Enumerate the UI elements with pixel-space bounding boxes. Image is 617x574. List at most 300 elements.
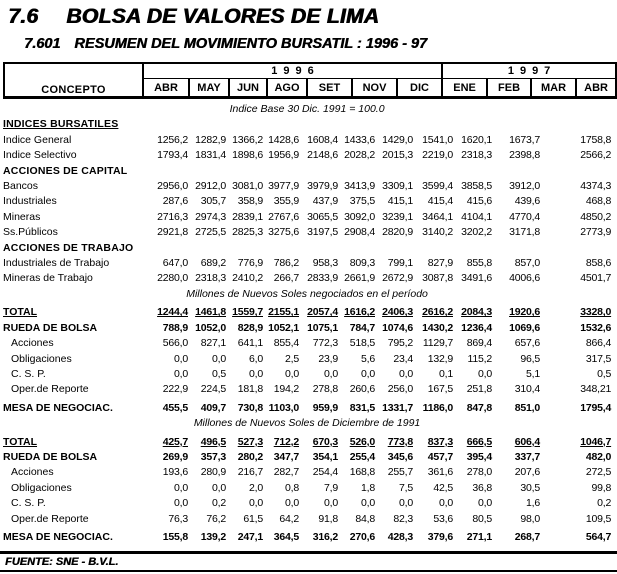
cell-value: 256,0 — [387, 383, 413, 396]
cell-value: 3977,9 — [268, 180, 299, 193]
cell-value: 1429,0 — [382, 133, 413, 146]
cell-value: 455,5 — [162, 401, 188, 414]
cell-value: 1186,0 — [422, 401, 453, 414]
cell-value: 317,5 — [585, 352, 612, 365]
cell-value: 1758,8 — [580, 133, 612, 146]
cell-value: 0,2 — [597, 497, 612, 510]
cell-value: 347,7 — [273, 450, 299, 463]
cell-value: 272,5 — [585, 466, 612, 479]
cell-value: 1541,0 — [422, 133, 453, 146]
month-column-header: SET — [307, 79, 352, 98]
cell-value: 772,3 — [312, 337, 338, 350]
row-label: Mineras — [3, 210, 41, 223]
cell-value: 1256,2 — [157, 133, 188, 146]
cell-value: 795,2 — [387, 337, 413, 350]
cell-value: 2015,3 — [382, 149, 413, 162]
cell-value: 2084,3 — [461, 306, 492, 319]
cell-value: 316,2 — [312, 530, 338, 543]
cell-value: 1074,6 — [382, 321, 413, 334]
cell-value: 415,1 — [387, 195, 413, 208]
year-group-header: 1997 — [442, 63, 616, 79]
month-column-header: JUN — [229, 79, 267, 98]
footer-rule-thin — [0, 570, 617, 572]
cell-value: 1831,4 — [195, 149, 226, 162]
cell-value: 1244,4 — [157, 306, 188, 319]
cell-value: 6,0 — [249, 352, 263, 365]
cell-value: 280,2 — [237, 450, 263, 463]
cell-value: 2318,3 — [195, 272, 226, 285]
table-row — [3, 210, 611, 225]
cell-value: 3081,0 — [232, 180, 263, 193]
cell-value: 2716,3 — [157, 210, 188, 223]
cell-value: 0,0 — [285, 367, 299, 380]
data-table-body — [3, 102, 611, 545]
cell-value: 194,2 — [273, 383, 299, 396]
cell-value: 409,7 — [200, 401, 226, 414]
row-label: Oper.de Reporte — [11, 512, 89, 525]
table-header — [3, 62, 617, 99]
cell-value: 96,5 — [520, 352, 540, 365]
cell-value: 0,0 — [285, 497, 299, 510]
cell-value: 2661,9 — [344, 272, 375, 285]
cell-value: 2672,9 — [382, 272, 413, 285]
cell-value: 527,3 — [237, 435, 263, 448]
cell-value: 1,6 — [526, 497, 540, 510]
table-row — [3, 133, 611, 148]
row-label: Obligaciones — [11, 352, 72, 365]
table-row — [3, 336, 611, 351]
cell-value: 0,0 — [212, 352, 226, 365]
cell-value: 247,1 — [237, 530, 263, 543]
cell-value: 337,7 — [514, 450, 540, 463]
cell-value: 2820,9 — [382, 226, 413, 239]
cell-value: 809,3 — [349, 257, 375, 270]
cell-value: 0,0 — [324, 367, 338, 380]
cell-value: 0,5 — [212, 367, 226, 380]
section-label: INDICES BURSATILES — [3, 118, 119, 131]
cell-value: 2,0 — [249, 481, 263, 494]
cell-value: 858,6 — [585, 257, 612, 270]
cell-value: 1433,6 — [344, 133, 375, 146]
cell-value: 357,3 — [200, 450, 226, 463]
cell-value: 5,6 — [361, 352, 375, 365]
cell-value: 2833,9 — [307, 272, 338, 285]
cell-value: 345,6 — [387, 450, 413, 463]
table-row — [3, 241, 611, 256]
cell-value: 1069,6 — [509, 321, 540, 334]
row-label: Mineras de Trabajo — [3, 272, 93, 285]
cell-value: 0,0 — [212, 481, 226, 494]
cell-value: 564,7 — [585, 530, 612, 543]
cell-value: 657,6 — [514, 337, 540, 350]
cell-value: 1129,7 — [422, 337, 453, 350]
cell-value: 1608,4 — [307, 133, 338, 146]
row-label: C. S. P. — [11, 497, 46, 510]
cell-value: 869,4 — [466, 337, 492, 350]
row-label: Industriales de Trabajo — [3, 257, 110, 270]
cell-value: 7,9 — [324, 481, 338, 494]
cell-value: 1103,0 — [268, 401, 299, 414]
cell-value: 1428,6 — [268, 133, 299, 146]
cell-value: 1795,4 — [580, 401, 612, 414]
cell-value: 0,0 — [249, 367, 263, 380]
cell-value: 364,5 — [273, 530, 299, 543]
cell-value: 526,0 — [349, 435, 375, 448]
table-row — [3, 450, 611, 465]
cell-value: 115,2 — [467, 352, 492, 365]
cell-value: 0,5 — [597, 367, 612, 380]
section-label: ACCIONES DE TRABAJO — [3, 241, 134, 254]
cell-value: 30,5 — [520, 481, 540, 494]
table-row — [3, 416, 611, 431]
cell-value: 647,0 — [162, 257, 188, 270]
cell-value: 355,9 — [273, 195, 299, 208]
subtitle-number: 7.601 — [24, 36, 61, 52]
cell-value: 606,4 — [514, 435, 540, 448]
cell-value: 1793,4 — [157, 149, 188, 162]
table-row — [3, 382, 611, 397]
cell-value: 3599,4 — [422, 180, 453, 193]
cell-value: 260,6 — [349, 383, 375, 396]
cell-value: 641,1 — [237, 337, 263, 350]
cell-value: 361,6 — [427, 466, 453, 479]
table-row — [3, 512, 611, 527]
cell-value: 827,1 — [200, 337, 226, 350]
month-column-header: DIC — [397, 79, 442, 98]
cell-value: 0,0 — [174, 497, 188, 510]
cell-value: 269,9 — [162, 450, 188, 463]
cell-value: 468,8 — [585, 195, 612, 208]
row-label: Oper.de Reporte — [11, 383, 89, 396]
table-row — [3, 302, 611, 320]
table-row — [3, 527, 611, 545]
month-column-header: ABR — [143, 79, 189, 98]
cell-value: 266,7 — [273, 272, 299, 285]
cell-value: 773,8 — [387, 435, 413, 448]
cell-value: 282,7 — [273, 466, 299, 479]
concept-column-header: CONCEPTO — [4, 63, 143, 98]
cell-value: 2028,2 — [344, 149, 375, 162]
cell-value: 0,0 — [399, 497, 413, 510]
cell-value: 255,7 — [387, 466, 413, 479]
cell-value: 2406,3 — [382, 306, 413, 319]
table-row — [3, 367, 611, 382]
cell-value: 2155,1 — [268, 306, 299, 319]
cell-value: 2398,8 — [509, 149, 540, 162]
month-column-header: ENE — [442, 79, 487, 98]
cell-value: 132,9 — [427, 352, 453, 365]
cell-value: 0,0 — [399, 367, 413, 380]
cell-value: 959,9 — [312, 401, 338, 414]
table-row — [3, 117, 611, 132]
table-row — [3, 496, 611, 511]
cell-value: 0,2 — [212, 497, 226, 510]
cell-value: 730,8 — [237, 401, 263, 414]
table-row — [3, 398, 611, 416]
cell-value: 0,0 — [174, 352, 188, 365]
cell-value: 689,2 — [200, 257, 226, 270]
cell-value: 1430,2 — [422, 321, 453, 334]
cell-value: 3140,2 — [422, 226, 453, 239]
cell-value: 828,9 — [237, 321, 263, 334]
cell-value: 2148,6 — [307, 149, 338, 162]
cell-value: 270,6 — [349, 530, 375, 543]
cell-value: 2921,8 — [157, 226, 188, 239]
cell-value: 84,8 — [355, 512, 375, 525]
cell-value: 193,6 — [162, 466, 188, 479]
cell-value: 0,0 — [174, 367, 188, 380]
row-label: MESA DE NEGOCIAC. — [3, 401, 113, 414]
cell-value: 1366,2 — [232, 133, 263, 146]
cell-value: 2974,3 — [195, 210, 226, 223]
title-section-number: 7.6 — [8, 5, 39, 28]
cell-value: 222,9 — [162, 383, 188, 396]
cell-value: 23,4 — [393, 352, 413, 365]
cell-value: 99,8 — [591, 481, 612, 494]
table-row — [3, 179, 611, 194]
cell-value: 42,5 — [433, 481, 453, 494]
month-column-header: NOV — [352, 79, 397, 98]
row-label: Obligaciones — [11, 481, 72, 494]
cell-value: 4770,4 — [509, 210, 540, 223]
cell-value: 287,6 — [162, 195, 188, 208]
cell-value: 1898,6 — [232, 149, 263, 162]
cell-value: 268,7 — [514, 530, 540, 543]
cell-value: 666,5 — [466, 435, 492, 448]
cell-value: 1616,2 — [344, 306, 375, 319]
cell-value: 2,5 — [285, 352, 299, 365]
table-row — [3, 164, 611, 179]
cell-value: 254,4 — [312, 466, 338, 479]
cell-value: 251,8 — [466, 383, 492, 396]
cell-value: 670,3 — [312, 435, 338, 448]
table-row — [3, 148, 611, 163]
table-row — [3, 321, 611, 336]
cell-value: 851,0 — [514, 401, 540, 414]
row-label: TOTAL — [3, 435, 38, 448]
cell-value: 2767,6 — [268, 210, 299, 223]
cell-value: 3464,1 — [422, 210, 453, 223]
cell-value: 167,5 — [427, 383, 453, 396]
cell-value: 348,21 — [580, 383, 612, 396]
cell-value: 1331,7 — [382, 401, 413, 414]
cell-value: 3197,5 — [307, 226, 338, 239]
cell-value: 2773,9 — [580, 226, 612, 239]
cell-value: 3491,6 — [461, 272, 492, 285]
cell-value: 3092,0 — [344, 210, 375, 223]
cell-value: 4501,7 — [580, 272, 612, 285]
row-label: Ss.Públicos — [3, 226, 58, 239]
cell-value: 2410,2 — [232, 272, 263, 285]
cell-value: 827,9 — [427, 257, 453, 270]
cell-value: 2318,3 — [461, 149, 492, 162]
table-row — [3, 194, 611, 209]
cell-value: 82,3 — [393, 512, 413, 525]
cell-value: 831,5 — [349, 401, 375, 414]
cell-value: 3087,8 — [422, 272, 453, 285]
cell-value: 415,6 — [466, 195, 492, 208]
year-group-header: 1996 — [143, 63, 442, 79]
cell-value: 2057,4 — [307, 306, 338, 319]
table-row — [3, 465, 611, 480]
cell-value: 2825,3 — [232, 226, 263, 239]
month-column-header: MAR — [531, 79, 576, 98]
cell-value: 76,2 — [206, 512, 226, 525]
cell-value: 3202,2 — [461, 226, 492, 239]
table-row — [3, 432, 611, 450]
cell-value: 1236,4 — [461, 321, 492, 334]
cell-value: 255,4 — [349, 450, 375, 463]
cell-value: 0,0 — [439, 497, 453, 510]
month-column-header: FEB — [487, 79, 531, 98]
cell-value: 855,4 — [273, 337, 299, 350]
title-text: BOLSA DE VALORES DE LIMA — [66, 5, 379, 28]
cell-value: 2908,4 — [344, 226, 375, 239]
table-row — [3, 271, 611, 286]
cell-value: 776,9 — [237, 257, 263, 270]
cell-value: 2839,1 — [232, 210, 263, 223]
cell-value: 2956,0 — [157, 180, 188, 193]
cell-value: 0,0 — [361, 367, 375, 380]
cell-value: 2616,2 — [422, 306, 453, 319]
month-column-header: ABR — [576, 79, 616, 98]
cell-value: 0,0 — [324, 497, 338, 510]
cell-value: 457,7 — [427, 450, 453, 463]
cell-value: 958,3 — [312, 257, 338, 270]
cell-value: 80,5 — [472, 512, 492, 525]
cell-value: 1461,8 — [195, 306, 226, 319]
cell-value: 5,1 — [526, 367, 540, 380]
cell-value: 712,2 — [273, 435, 299, 448]
cell-value: 23,9 — [318, 352, 338, 365]
cell-value: 415,4 — [427, 195, 453, 208]
cell-value: 855,8 — [466, 257, 492, 270]
cell-value: 1920,6 — [509, 306, 540, 319]
row-label: MESA DE NEGOCIAC. — [3, 530, 113, 543]
table-row — [3, 352, 611, 367]
cell-value: 168,8 — [349, 466, 375, 479]
subtitle-text: RESUMEN DEL MOVIMIENTO BURSATIL : 1996 - 97 — [74, 36, 427, 52]
cell-value: 799,1 — [387, 257, 413, 270]
cell-value: 4104,1 — [461, 210, 492, 223]
cell-value: 1282,9 — [195, 133, 226, 146]
cell-value: 305,7 — [200, 195, 226, 208]
cell-value: 91,8 — [318, 512, 338, 525]
row-label: Industriales — [3, 195, 57, 208]
cell-value: 0,1 — [439, 367, 453, 380]
page-subtitle — [0, 29, 617, 52]
table-row — [3, 102, 611, 117]
cell-value: 3309,1 — [382, 180, 413, 193]
cell-value: 1620,1 — [461, 133, 492, 146]
cell-value: 358,9 — [237, 195, 263, 208]
cell-value: 207,6 — [514, 466, 540, 479]
cell-value: 2725,5 — [195, 226, 226, 239]
table-row — [3, 481, 611, 496]
cell-value: 1673,7 — [509, 133, 540, 146]
month-column-header: AGO — [267, 79, 307, 98]
cell-value: 1956,9 — [268, 149, 299, 162]
cell-value: 4850,2 — [580, 210, 612, 223]
cell-value: 837,3 — [427, 435, 453, 448]
cell-value: 379,6 — [427, 530, 453, 543]
cell-value: 1046,7 — [580, 435, 612, 448]
cell-value: 786,2 — [273, 257, 299, 270]
cell-value: 4006,6 — [509, 272, 540, 285]
cell-value: 2219,0 — [422, 149, 453, 162]
cell-value: 0,0 — [361, 497, 375, 510]
cell-value: 2280,0 — [157, 272, 188, 285]
source-note: FUENTE: SNE - B.V.L. — [5, 556, 119, 569]
cell-value: 4374,3 — [580, 180, 612, 193]
table-note: Indice Base 30 Dic. 1991 = 100.0 — [229, 103, 385, 115]
row-label: Bancos — [3, 180, 39, 193]
cell-value: 76,3 — [168, 512, 188, 525]
cell-value: 439,6 — [514, 195, 540, 208]
cell-value: 437,9 — [312, 195, 338, 208]
cell-value: 1052,1 — [268, 321, 299, 334]
cell-value: 181,8 — [237, 383, 263, 396]
cell-value: 2566,2 — [580, 149, 612, 162]
cell-value: 857,0 — [514, 257, 540, 270]
cell-value: 271,1 — [466, 530, 492, 543]
cell-value: 375,5 — [349, 195, 375, 208]
cell-value: 36,8 — [472, 481, 492, 494]
row-label: Acciones — [11, 337, 54, 350]
cell-value: 7,5 — [399, 481, 413, 494]
table-note: Millones de Nuevos Soles negociados en el período — [186, 287, 428, 300]
cell-value: 354,1 — [312, 450, 338, 463]
month-column-header: MAY — [189, 79, 229, 98]
section-label: ACCIONES DE CAPITAL — [3, 164, 128, 177]
cell-value: 98,0 — [520, 512, 540, 525]
table-note: Millones de Nuevos Soles de Diciembre de 1991 — [193, 417, 421, 430]
cell-value: 566,0 — [162, 337, 188, 350]
table-row — [3, 287, 611, 302]
table-row — [3, 225, 611, 240]
cell-value: 3912,0 — [509, 180, 540, 193]
cell-value: 0,0 — [249, 497, 263, 510]
cell-value: 64,2 — [279, 512, 299, 525]
page-title — [0, 0, 617, 29]
cell-value: 139,2 — [200, 530, 226, 543]
cell-value: 3065,5 — [307, 210, 338, 223]
cell-value: 1052,0 — [195, 321, 226, 334]
cell-value: 3171,8 — [509, 226, 540, 239]
cell-value: 280,9 — [200, 466, 226, 479]
cell-value: 0,8 — [285, 481, 299, 494]
cell-value: 3413,9 — [344, 180, 375, 193]
cell-value: 1532,6 — [580, 321, 612, 334]
cell-value: 866,4 — [585, 337, 612, 350]
cell-value: 3858,5 — [461, 180, 492, 193]
cell-value: 155,8 — [162, 530, 188, 543]
cell-value: 61,5 — [243, 512, 263, 525]
row-label: TOTAL — [3, 306, 38, 319]
cell-value: 2912,0 — [195, 180, 226, 193]
cell-value: 847,8 — [466, 401, 492, 414]
cell-value: 278,8 — [312, 383, 338, 396]
cell-value: 482,0 — [585, 450, 612, 463]
cell-value: 395,4 — [466, 450, 492, 463]
row-label: Indice General — [3, 133, 72, 146]
row-label: Indice Selectivo — [3, 149, 77, 162]
cell-value: 1559,7 — [232, 306, 263, 319]
cell-value: 109,5 — [585, 512, 612, 525]
row-label: C. S. P. — [11, 367, 46, 380]
table-row — [3, 256, 611, 271]
cell-value: 784,7 — [349, 321, 375, 334]
